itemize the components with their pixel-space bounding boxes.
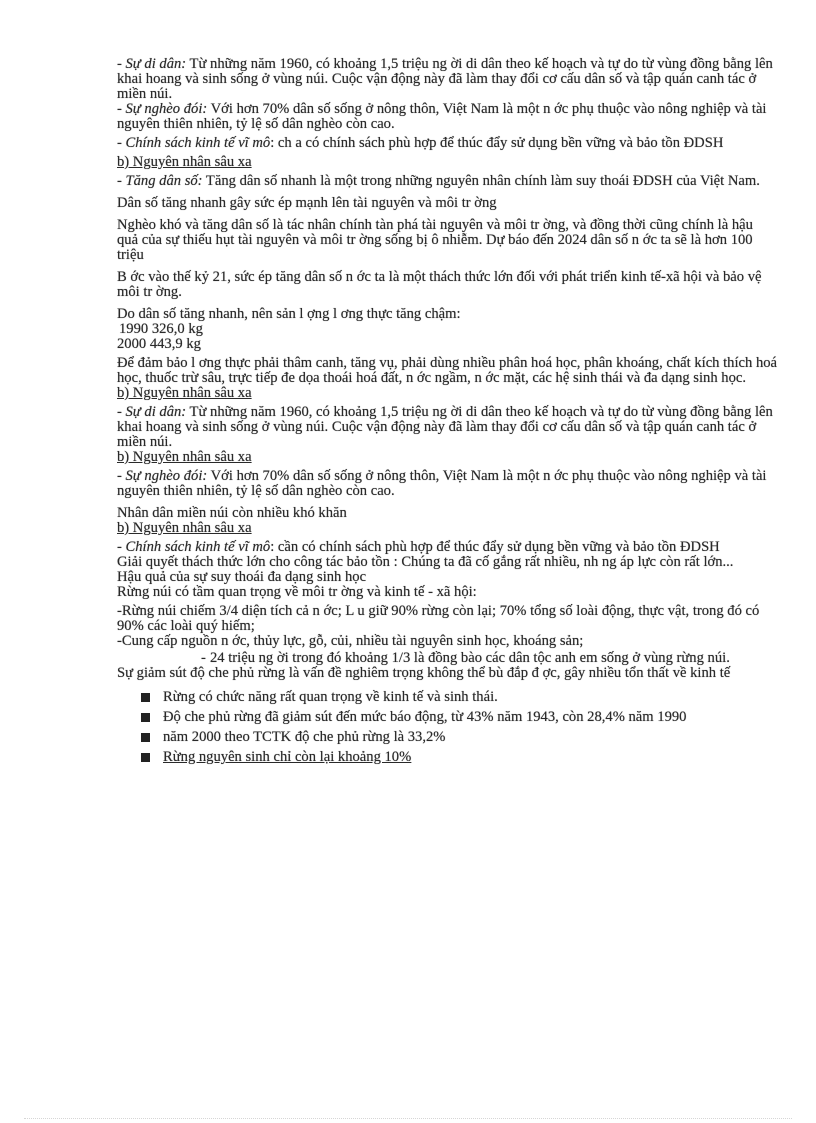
bullet-item: [117, 730, 777, 745]
bullet-text: Độ che phủ rừng đã giảm sút đến mức báo động, từ 43% năm 1943, còn 28,4% năm 1990: [163, 709, 687, 725]
paragraph-food-output: Do dân số tăng nhanh, nên sản l ợng l ơng thực tăng chậm:: [117, 306, 461, 322]
text-population-growth: Tăng dân số nhanh là một trong những nguyên nhân chính làm suy thoái ĐDSH của Việt Nam.: [202, 173, 760, 189]
label-poverty: - Sự nghèo đói:: [117, 101, 208, 117]
bullet-item: [117, 710, 777, 725]
label-macro-policy-2: - Chính sách kinh tế vĩ mô: [117, 539, 271, 555]
square-bullet-icon: [141, 753, 150, 762]
heading-root-causes-4: b) Nguyên nhân sâu xa: [117, 520, 252, 536]
heading-root-causes: b) Nguyên nhân sâu xa: [117, 154, 252, 170]
paragraph-forest-area: -Rừng núi chiếm 3/4 diện tích cả n ớc; L u giữ 90% rừng còn lại; 70% tổng số loài động, thực vật, trong đó có 90% các loài quý hiếm;: [117, 603, 760, 634]
bullet-list: [117, 690, 777, 765]
paragraph-poverty: [117, 102, 777, 132]
paragraph-migration: [117, 57, 777, 102]
paragraph-migration-2: [117, 405, 777, 450]
paragraph-poverty-2: [117, 469, 777, 499]
label-migration-2: - Sự di dân:: [117, 404, 187, 420]
text-macro-policy-2: : cần có chính sách phù hợp để thúc đẩy sử dụng bền vững và bảo tồn ĐDSH: [270, 539, 720, 555]
paragraph-biodiversity-consequences: Hậu quả của sự suy thoái đa dạng sinh học: [117, 569, 367, 585]
paragraph-forest-resources: -Cung cấp nguồn n ớc, thủy lực, gỗ, củi, nhiều tài nguyên sinh học, khoáng sản;: [117, 633, 584, 649]
label-migration: - Sự di dân:: [117, 56, 187, 72]
text-migration-2: Từ những năm 1960, có khoảng 1,5 triệu ng ời di dân theo kế hoạch và tự do từ vùng đồng bằng lên khai hoang và sinh sống ở vùng núi. Cuộc vận động này đã làm thay đổi cơ cấu dân số và tập quán canh tác ở miền núi.: [117, 404, 773, 450]
bullet-text: Rừng nguyên sinh chỉ còn lại khoảng 10%: [163, 749, 412, 765]
dash-marker: -: [201, 650, 206, 666]
page-footer-divider: [24, 1118, 792, 1119]
heading-root-causes-3: b) Nguyên nhân sâu xa: [117, 449, 252, 465]
paragraph-food-security: Để đảm bảo l ơng thực phải thâm canh, tăng vụ, phải dùng nhiều phân hoá học, phân khoáng, chất kích thích hoá học, thuốc trừ sâu, trực tiếp đe dọa thoái hoá đất, n ớc ngầm, n ớc mặt, các hệ sinh thái và đa dạng sinh học.: [117, 355, 778, 386]
document-body: [117, 57, 777, 770]
paragraph-conservation-challenge: Giải quyết thách thức lớn cho công tác bảo tồn : Chúng ta đã cố gắng rất nhiều, nh ng áp lực còn rất lớn...: [117, 554, 734, 570]
bullet-text: Rừng có chức năng rất quan trọng về kinh tế và sinh thái.: [163, 689, 498, 705]
dash-list-text: 24 triệu ng ời trong đó khoảng 1/3 là đồng bào các dân tộc anh em sống ở vùng rừng núi.: [210, 650, 730, 666]
paragraph-macro-policy: [117, 136, 777, 151]
bullet-text: năm 2000 theo TCTK độ che phủ rừng là 33,2%: [163, 729, 446, 745]
paragraph-mountain-hardship: Nhân dân miền núi còn nhiều khó khăn: [117, 505, 347, 521]
food-output-1990: 1990 326,0 kg: [119, 321, 203, 337]
paragraph-macro-policy-2: [117, 540, 777, 555]
label-poverty-2: - Sự nghèo đói:: [117, 468, 208, 484]
dash-list-item: [117, 651, 777, 666]
food-output-2000: 2000 443,9 kg: [117, 336, 201, 352]
text-poverty-2: Với hơn 70% dân số sống ở nông thôn, Việt Nam là một n ớc phụ thuộc vào nông nghiệp và tài nguyên thiên nhiên, tỷ lệ số dân nghèo còn cao.: [117, 468, 767, 499]
text-macro-policy: : ch a có chính sách phù hợp để thúc đẩy sử dụng bền vững và bảo tồn ĐDSH: [270, 135, 724, 151]
heading-root-causes-2: b) Nguyên nhân sâu xa: [117, 385, 252, 401]
paragraph-forest-importance: Rừng núi có tầm quan trọng về môi tr ờng và kinh tế - xã hội:: [117, 584, 477, 600]
paragraph-poverty-population: Nghèo khó và tăng dân số là tác nhân chính tàn phá tài nguyên và môi tr ờng, và đồng thời cũng chính là hậu quả của sự thiếu hụt tài nguyên và môi tr ờng sống bị ô nhiễm. Dự báo đến 2024 dân số n ớc ta sẽ là hơn 100 triệu: [117, 217, 753, 263]
square-bullet-icon: [141, 693, 150, 702]
label-population-growth: - Tăng dân số:: [117, 173, 203, 189]
paragraph-forest-cover-loss: Sự giảm sút độ che phủ rừng là vấn đề nghiêm trọng không thể bù đắp đ ợc, gây nhiều tổn thất về kinh tế: [117, 665, 731, 681]
square-bullet-icon: [141, 713, 150, 722]
paragraph-population-growth: [117, 174, 777, 189]
paragraph-21st-century: B ớc vào thế kỷ 21, sức ép tăng dân số n ớc ta là một thách thức lớn đối với phát triển kinh tế-xã hội và bảo vệ môi tr ờng.: [117, 269, 762, 300]
text-migration: Từ những năm 1960, có khoảng 1,5 triệu ng ời di dân theo kế hoạch và tự do từ vùng đồng bằng lên khai hoang và sinh sống ở vùng núi. Cuộc vận động này đã làm thay đổi cơ cấu dân số và tập quán canh tác ở miền núi.: [117, 56, 773, 102]
text-poverty: Với hơn 70% dân số sống ở nông thôn, Việt Nam là một n ớc phụ thuộc vào nông nghiệp và tài nguyên thiên nhiên, tỷ lệ số dân nghèo còn cao.: [117, 101, 767, 132]
label-macro-policy: - Chính sách kinh tế vĩ mô: [117, 135, 271, 151]
square-bullet-icon: [141, 733, 150, 742]
bullet-item: [117, 750, 777, 765]
paragraph-population-pressure: Dân số tăng nhanh gây sức ép mạnh lên tài nguyên và môi tr ờng: [117, 195, 497, 211]
bullet-item: [117, 690, 777, 705]
